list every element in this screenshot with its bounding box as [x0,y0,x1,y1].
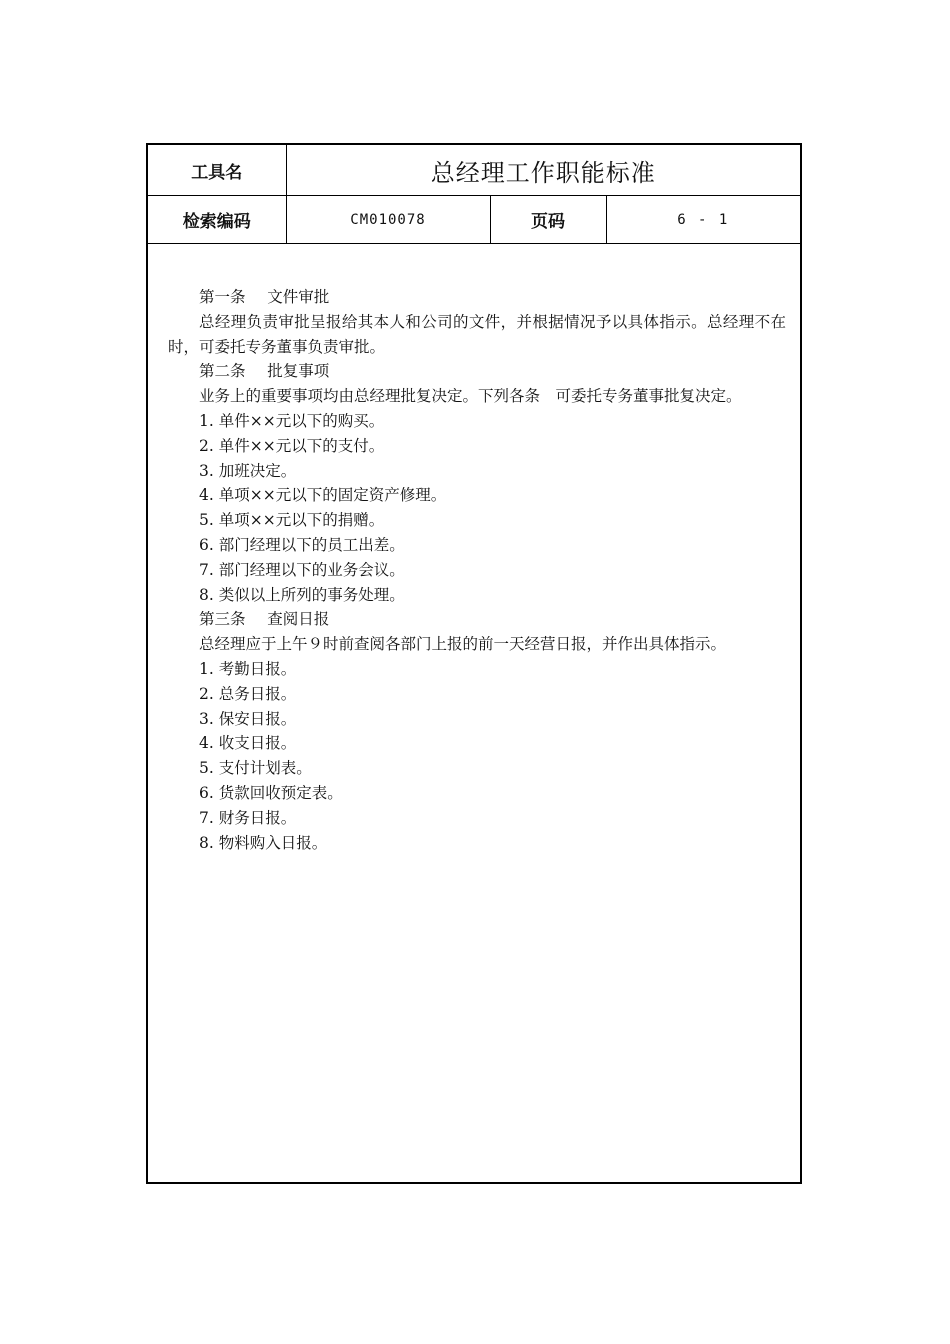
list-item: 3. 加班决定。 [199,461,297,480]
list-item: 8. 类似以上所列的事务处理。 [199,585,405,604]
list-item: 2. 总务日报。 [199,684,297,703]
article-2-text: 业务上的重要事项均由总经理批复决定。下列各条 可委托专务董事批复决定。 [199,387,742,406]
article-1-number: 第一条 [199,288,246,306]
header-table [148,145,800,244]
list-item: 1. 单件××元以下的购买。 [199,411,385,430]
list-item: 8. 物料购入日报。 [199,833,328,852]
article-2-heading [168,359,786,384]
article-3-name: 查阅日报 [267,610,330,629]
list-item: 2. 单件××元以下的支付。 [199,436,385,455]
page-number: 6 - 1 [606,196,800,244]
search-code-value: CM010078 [286,196,490,244]
list-item: 3. 保安日报。 [199,709,297,728]
article-1-name: 文件审批 [267,288,330,306]
document-title: 总经理工作职能标准 [286,145,800,196]
article-3-heading [168,607,786,632]
list-item: 5. 支付计划表。 [199,759,312,778]
article-2-number: 第二条 [199,362,246,381]
list-item: 5. 单项××元以下的捐赠。 [199,511,385,530]
list-item: 7. 财务日报。 [199,808,297,827]
article-3-text: 总经理应于上午９时前查阅各部门上报的前一天经营日报，并作出具体指示。 [199,635,727,654]
document-frame [146,143,802,1184]
page-label: 页码 [490,196,606,244]
list-item: 6. 部门经理以下的员工出差。 [199,535,405,554]
tool-name-label: 工具名 [148,145,286,196]
search-code-label: 检索编码 [148,196,286,244]
article-1-heading [168,285,786,310]
list-item: 4. 单项××元以下的固定资产修理。 [199,486,447,505]
list-item: 6. 货款回收预定表。 [199,783,343,802]
list-item: 1. 考勤日报。 [199,659,297,678]
list-item: 7. 部门经理以下的业务会议。 [199,560,405,579]
article-2-name: 批复事项 [267,362,330,381]
list-item: 4. 收支日报。 [199,734,297,753]
article-3-number: 第三条 [199,610,246,629]
document-body [168,285,786,855]
article-1-text: 总经理负责审批呈报给其本人和公司的文件，并根据情况予以具体指示。总经理不在时，可委托专务董事负责审批。 [168,312,786,356]
